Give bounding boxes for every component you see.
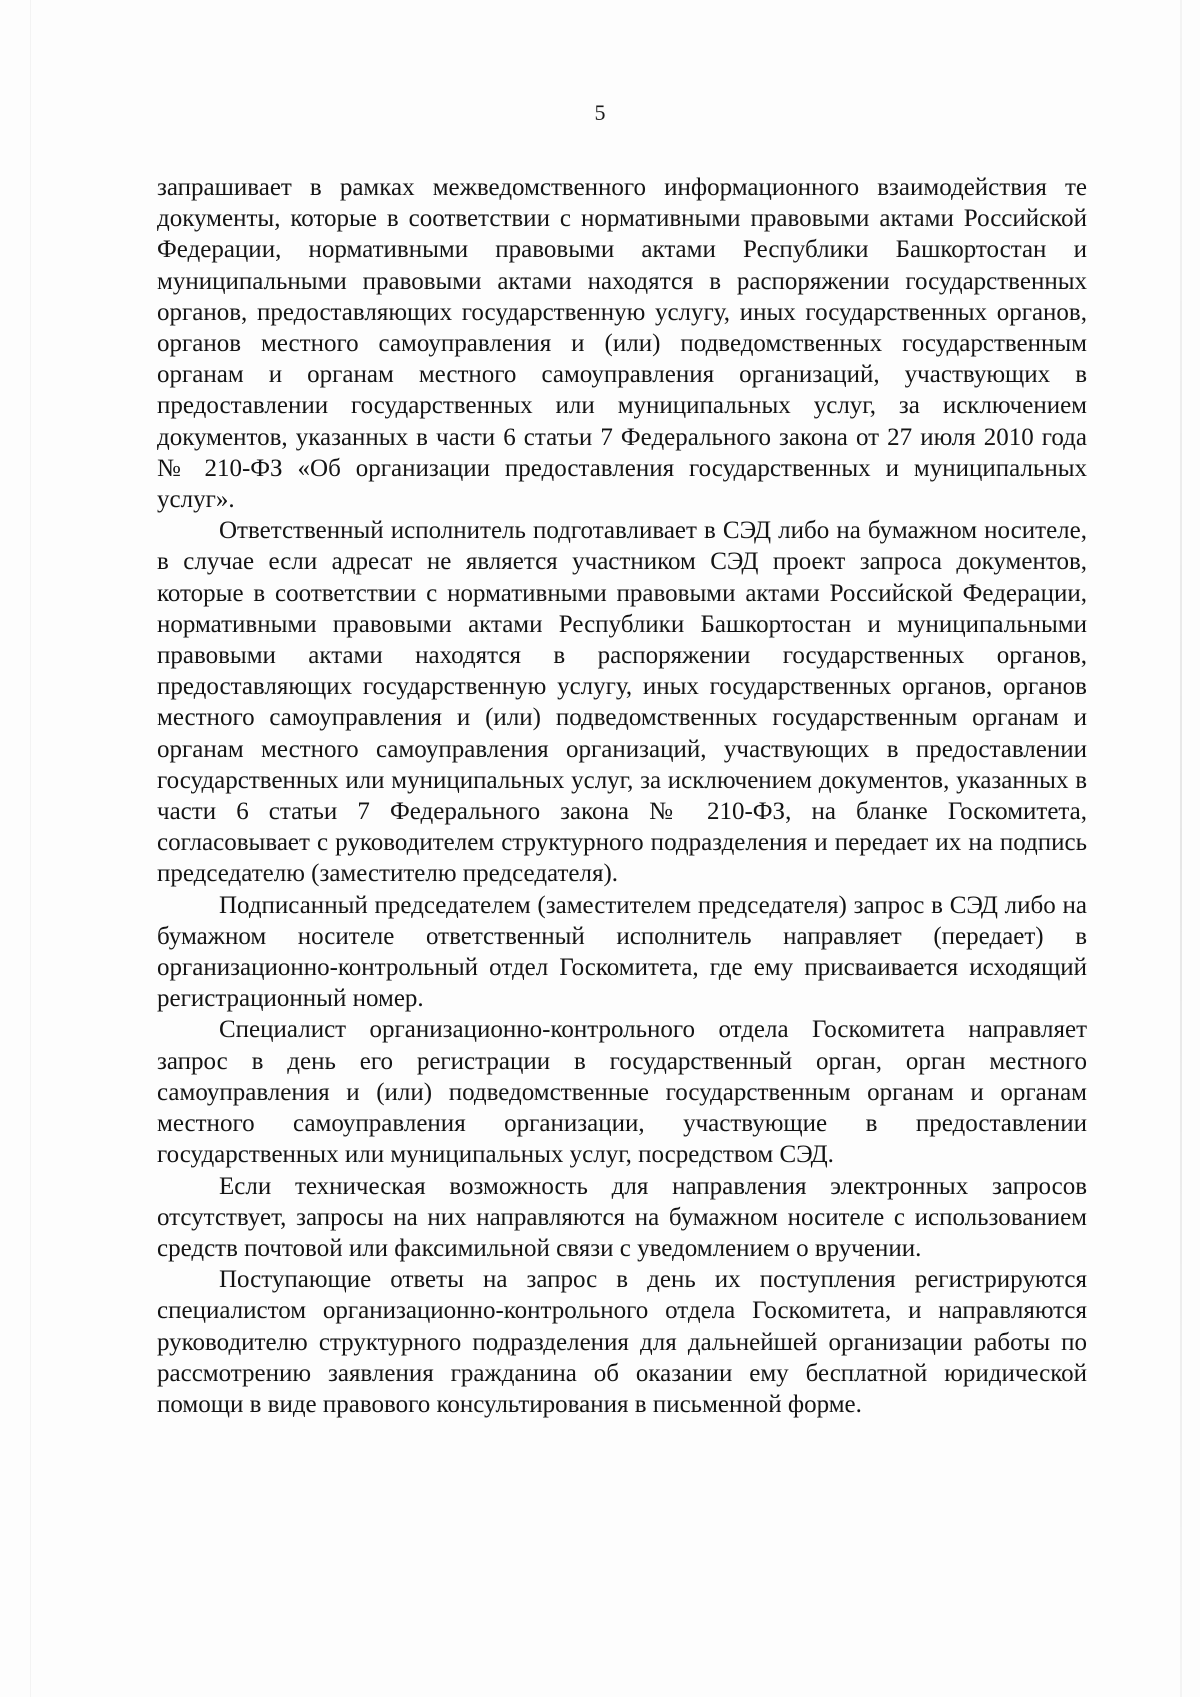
paragraph-6: Поступающие ответы на запрос в день их поступления регистрируются специалистом организационно-контрольного отдела Госкомитета, и направляются руководителю структурного подразделения для дальнейшей организации работы по рассмотрению заявления гражданина об оказании ему бесплатной юридической помощи в виде правового консультирования в письменной форме. [157, 1266, 1087, 1418]
scan-edge-left [30, 0, 31, 1697]
paragraph-3: Подписанный председателем (заместителем председателя) запрос в СЭД либо на бумажном носителе ответственный исполнитель направляет (передает) в организационно-контрольный отдел Госкомитета, где ему присваивается исходящий регистрационный номер. [157, 891, 1087, 1013]
paragraph-5: Если техническая возможность для направления электронных запросов отсутствует, запросы на них направляются на бумажном носителе с использованием средств почтовой или факсимильной связи с уведомлением о вручении. [157, 1172, 1087, 1262]
paragraph-4: Специалист организационно-контрольного отдела Госкомитета направляет запрос в день его регистрации в государственный орган, орган местного самоуправления и (или) подведомственные государственным органам и органам местного самоуправления организации, участвующие в предоставлении государственных или муниципальных услуг, посредством СЭД. [157, 1016, 1087, 1169]
scan-edge-right [1180, 0, 1182, 1697]
page-number: 5 [594, 100, 606, 125]
document-body [157, 172, 1087, 1420]
paragraph-1: запрашивает в рамках межведомственного информационного взаимодействия те документы, которые в соответствии с нормативными правовыми актами Российской Федерации, нормативными правовыми актами Республики Башкортостан и муниципальными правовыми актами находятся в распоряжении государственных органов, предоставляющих государственную услугу, иных государственных органов, органов местного самоуправления и (или) подведомственных государственным органам и органам местного самоуправления организаций, участвующих в предоставлении государственных или муниципальных услуг, за исключением документов, указанных в части 6 статьи 7 Федерального закона от 27 июля 2010 года № 210-ФЗ «Об организации предоставления государственных и муниципальных услуг». [157, 174, 1087, 514]
paragraph-2: Ответственный исполнитель подготавливает в СЭД либо на бумажном носителе, в случае если адресат не является участником СЭД проект запроса документов, которые в соответствии с нормативными правовыми актами Российской Федерации, нормативными правовыми актами Республики Башкортостан и муниципальными правовыми актами находятся в распоряжении государственных органов, предоставляющих государственную услугу, иных государственных органов, органов местного самоуправления и (или) подведомственных государственным органам и органам местного самоуправления организаций, участвующих в предоставлении государственных или муниципальных услуг, за исключением документов, указанных в части 6 статьи 7 Федерального закона № 210-ФЗ, на бланке Госкомитета, согласовывает с руководителем структурного подразделения и передает их на подпись председателю (заместителю председателя). [157, 517, 1087, 888]
